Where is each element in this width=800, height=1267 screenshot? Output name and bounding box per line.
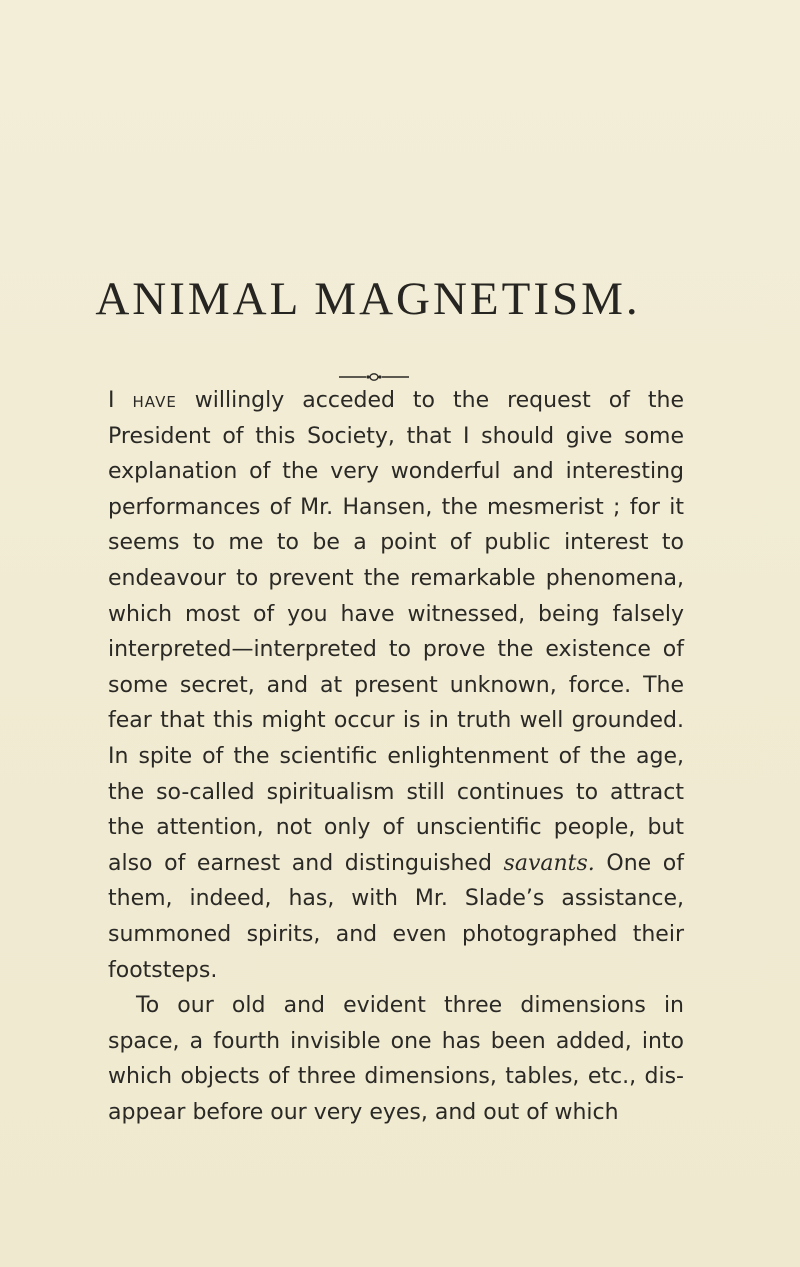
body-text: [108, 383, 684, 1130]
paragraph-1-lead: I: [108, 388, 133, 413]
chapter-title: ANIMAL MAGNETISM.: [95, 273, 641, 325]
paragraph-2: To our old and evident three dimensions in space, a fourth invisible one has been added, into which objects of three dimensions, tables, etc., dis-appear before our very eyes, and out of which: [108, 993, 684, 1125]
paragraph-1-text: willingly acceded to the request of the President of this Society, that I should give some explanation of the very wonderful and interesting performances of Mr. Hansen, the mesmerist ; for it seems to me to be a point of public interest to endeavour to prevent the remarkable phenomena, which most of you have witnessed, being falsely interpreted—interpreted to prove the existence of some secret, and at present unknown, force. The fear that this might occur is in truth well grounded. In spite of the scientific enlightenment of the age, the so-called spiritualism still continues to attract the attention, not only of unscientific people, but also of earnest and distinguished: [108, 388, 684, 876]
paragraph-1-italic: savants.: [503, 850, 595, 876]
paragraph-1-text-end: One of them, indeed, has, with Mr. Slade’s assistance, summoned spirits, and even photographed their footsteps.: [108, 850, 684, 983]
paragraph-1: [108, 383, 684, 988]
ornament-divider-icon: [339, 371, 409, 383]
paragraph-1-smallcaps: have: [132, 388, 177, 413]
